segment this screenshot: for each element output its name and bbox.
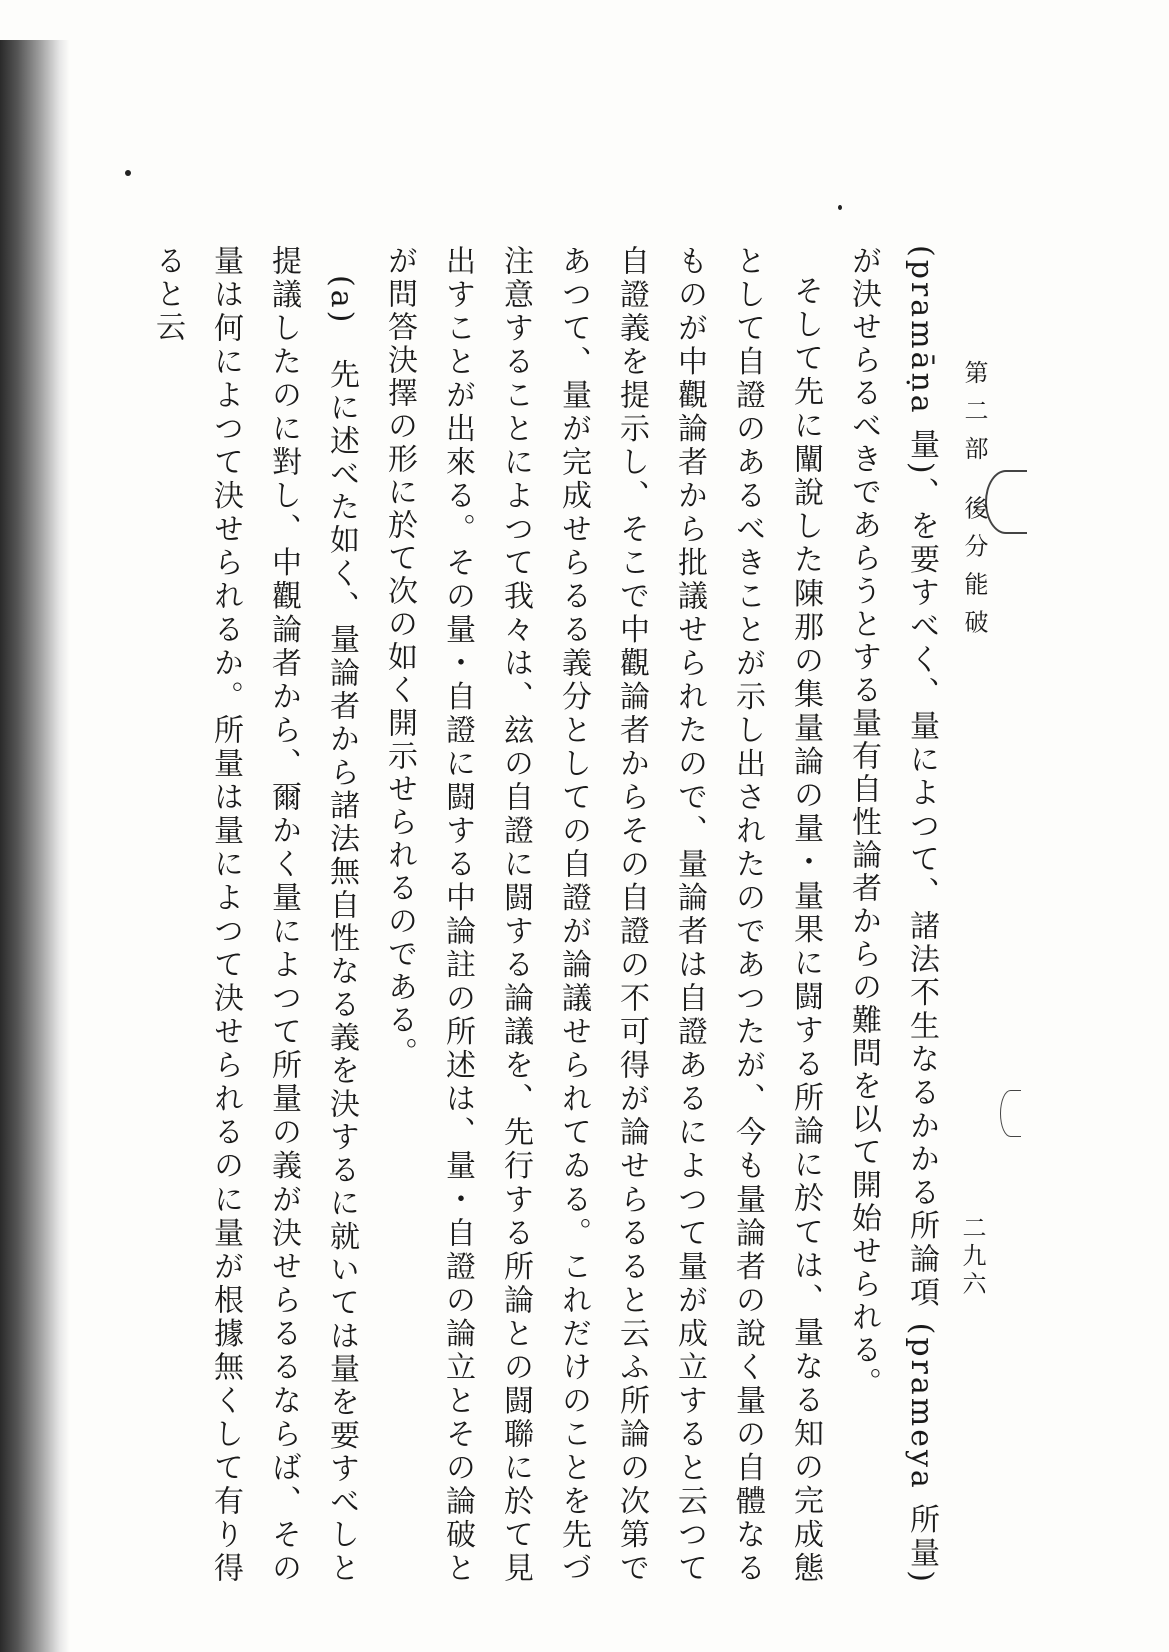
ink-speck (125, 170, 131, 176)
page-number: 二九六 (958, 1215, 986, 1299)
binding-shadow (0, 40, 70, 1652)
paragraph: (pramāṇa 量)、を要すべく、量によつて、諸法不生なるかかる所論項 (prameya 所量) が決せらるべきであらうとする量有自性論者からの難問を以て開始せられる。 (846, 245, 939, 1585)
paragraph: (a) 先に述べた如く、量論者から諸法無自性なる義を決するに就いては量を要すべしと提議したのに對し、中觀論者から、爾かく量によつて所量の義が決せらるるならば、その量は何によつて決せられるか。所量は量によつて決せられるのに量が根據無くして有り得ると云 (150, 245, 359, 1585)
ink-speck (838, 205, 842, 210)
scan-mark-arc (985, 470, 1027, 534)
scan-mark-arc (1000, 1090, 1021, 1137)
body-text (150, 245, 950, 1585)
running-head: 第二部 後分能破 (960, 360, 988, 648)
paragraph: そして先に闡說した陳那の集量論の量・量果に闘する所論に於ては、量なる知の完成態として自證のあるべきことが示し出されたのであつたが、今も量論者の說く量の自體なるものが中觀論者から批議せられたので、量論者は自證あるによつて量が成立すると云つて自證義を提示し、そこで中觀論者からその自證の不可得が論せらるると云ふ所論の次第であつて、量が完成せらるる義分としての自證が論議せられてゐる。これだけのことを先づ注意することによつて我々は、玆の自證に闘する論議を、先行する所論との闘聯に於て見出すことが出來る。その量・自證に闘する中論註の所述は、量・自證の論立とその論破とが問答決擇の形に於て次の如く開示せられるのである。 (382, 245, 823, 1585)
